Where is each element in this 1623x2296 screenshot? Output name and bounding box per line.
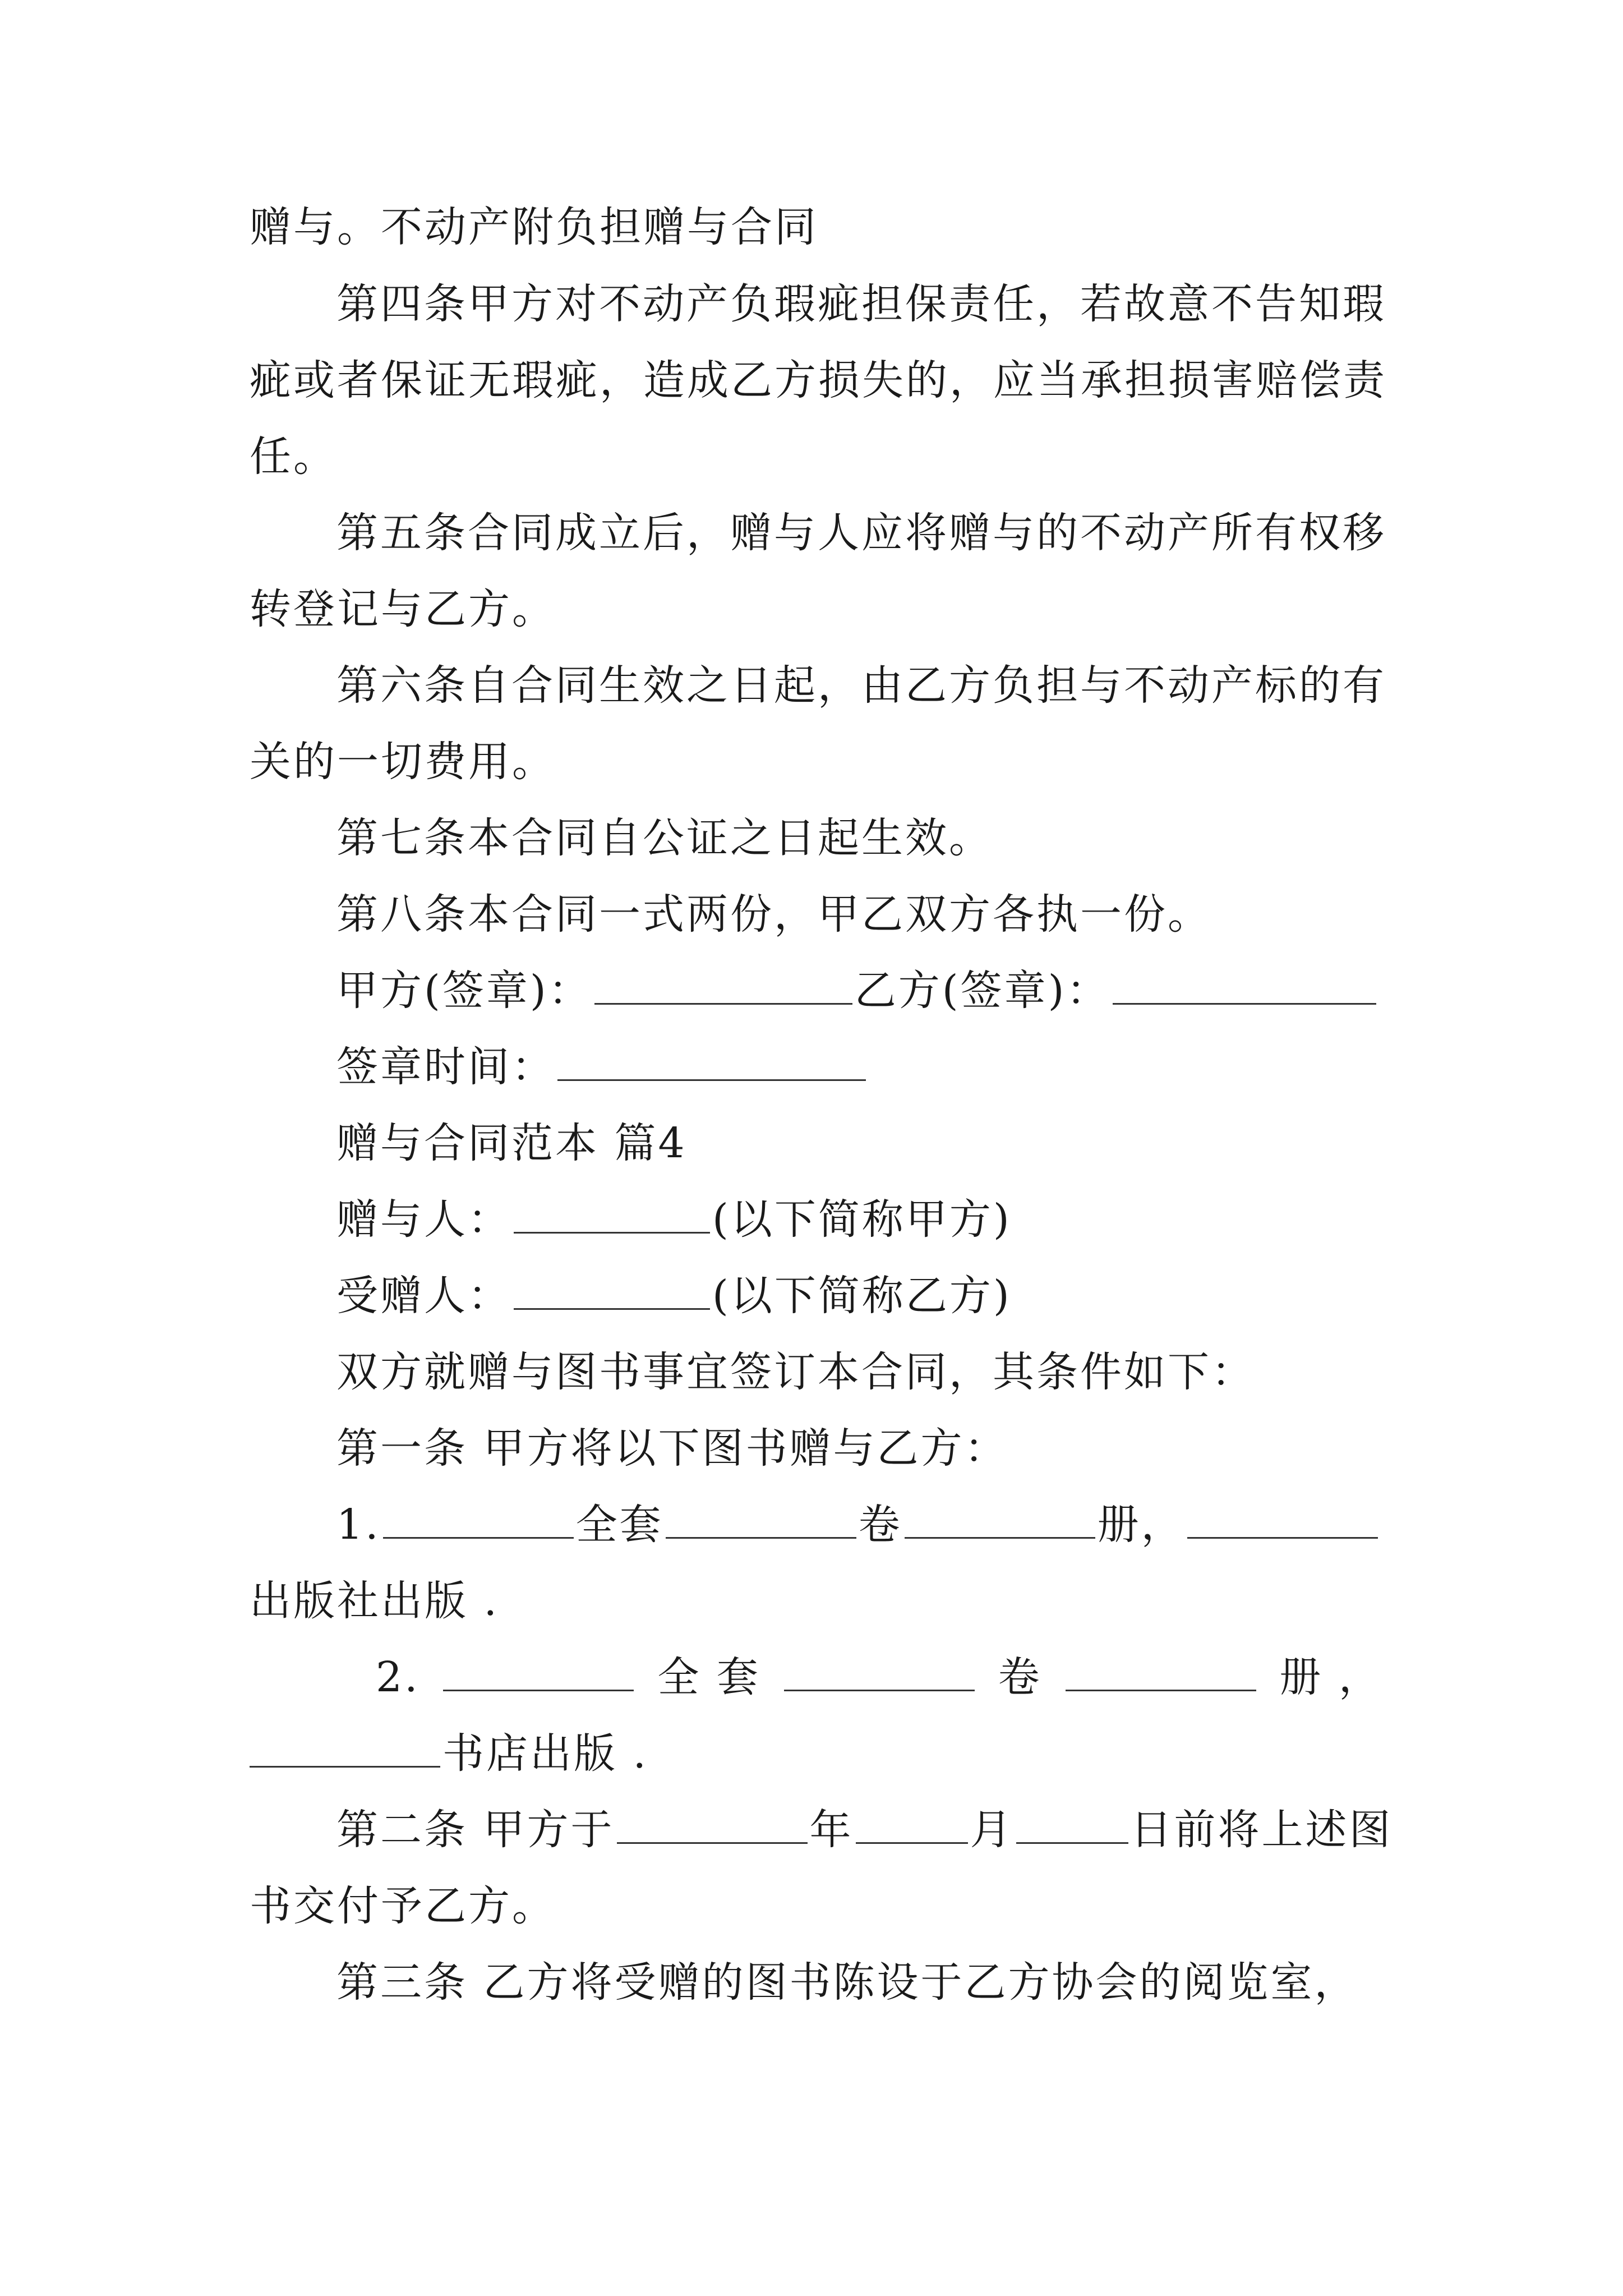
donor-label: 赠与人： bbox=[336, 1195, 511, 1244]
text-line: 第八条本合同一式两份，甲乙双方各执一份。 bbox=[336, 890, 1211, 938]
year-label: 年 bbox=[809, 1806, 854, 1854]
text-line: 书交付予乙方。 bbox=[250, 1882, 556, 1930]
item-1-row bbox=[336, 1497, 1382, 1553]
item-2-set-blank bbox=[784, 1650, 975, 1691]
item-2-number: 2. bbox=[376, 1653, 420, 1701]
donor-row bbox=[336, 1191, 1382, 1248]
item-2-title-blank bbox=[443, 1650, 634, 1691]
text-line: 双方就赠与图书事宜签订本合同，其条件如下： bbox=[336, 1348, 1255, 1396]
item-2-vol-blank bbox=[1066, 1650, 1256, 1691]
donee-row bbox=[336, 1268, 1382, 1324]
item-1-book: 册， bbox=[1097, 1501, 1185, 1549]
sign-time-blank bbox=[557, 1040, 866, 1081]
item-2-set: 全 套 bbox=[657, 1653, 760, 1701]
donee-label: 受赠人： bbox=[336, 1272, 511, 1320]
item-1-title-blank bbox=[383, 1498, 574, 1539]
donee-blank bbox=[514, 1269, 710, 1310]
donee-suffix: (以下简称乙方) bbox=[712, 1272, 1012, 1320]
item-2-book: 册 ， bbox=[1279, 1653, 1382, 1701]
day-label: 日前将上述图 bbox=[1130, 1806, 1393, 1854]
item-2-pub-row bbox=[250, 1726, 1382, 1782]
section-title: 赠与合同范本 篇4 bbox=[336, 1119, 687, 1167]
day-blank bbox=[1016, 1803, 1128, 1844]
signature-row bbox=[336, 963, 1382, 1019]
text-line: 第五条合同成立后，赠与人应将赠与的不动产所有权移 bbox=[336, 509, 1386, 557]
text-line: 第四条甲方对不动产负瑕疵担保责任，若故意不告知瑕 bbox=[336, 280, 1386, 328]
donor-suffix: (以下简称甲方) bbox=[712, 1195, 1012, 1244]
item-2-pub: 书店出版 . bbox=[442, 1729, 649, 1778]
text-line: 第一条 甲方将以下图书赠与乙方： bbox=[336, 1424, 1008, 1473]
text-line: 赠与。不动产附负担赠与合同 bbox=[250, 203, 818, 251]
item-1-pub-blank bbox=[1187, 1498, 1378, 1539]
item-1-set-blank bbox=[666, 1498, 856, 1539]
party-a-sign-label: 甲方(签章)： bbox=[336, 967, 592, 1015]
item-2-pub-blank bbox=[250, 1727, 440, 1768]
year-blank bbox=[617, 1803, 808, 1844]
month-blank bbox=[856, 1803, 968, 1844]
item-2-row bbox=[376, 1649, 1382, 1705]
item-1-vol-blank bbox=[905, 1498, 1095, 1539]
text-line: 出版社出版 . bbox=[250, 1577, 500, 1625]
text-line: 关的一切费用。 bbox=[250, 738, 556, 786]
text-line: 转登记与乙方。 bbox=[250, 585, 556, 633]
text-line: 第七条本合同自公证之日起生效。 bbox=[336, 814, 993, 862]
text-line: 第三条 乙方将受赠的图书陈设于乙方协会的阅览室， bbox=[336, 1958, 1358, 2007]
item-1-number: 1. bbox=[336, 1501, 381, 1549]
party-a-sign-blank bbox=[594, 964, 852, 1005]
month-label: 月 bbox=[970, 1806, 1014, 1854]
item-1-vol: 卷 bbox=[858, 1501, 902, 1549]
text-line: 疵或者保证无瑕疵，造成乙方损失的，应当承担损害赔偿责 bbox=[250, 356, 1387, 404]
sign-time-label: 签章时间： bbox=[336, 1043, 555, 1091]
article-2-start: 第二条 甲方于 bbox=[336, 1806, 615, 1854]
text-line: 任。 bbox=[250, 432, 337, 481]
sign-time-row bbox=[336, 1039, 1382, 1095]
party-b-sign-blank bbox=[1113, 964, 1376, 1005]
item-1-set: 全套 bbox=[575, 1501, 663, 1549]
text-line: 第六条自合同生效之日起，由乙方负担与不动产标的有 bbox=[336, 661, 1386, 710]
party-b-sign-label: 乙方(签章)： bbox=[854, 967, 1110, 1015]
article-2-row bbox=[336, 1802, 1393, 1858]
donor-blank bbox=[514, 1193, 710, 1234]
item-2-vol: 卷 bbox=[998, 1653, 1042, 1701]
